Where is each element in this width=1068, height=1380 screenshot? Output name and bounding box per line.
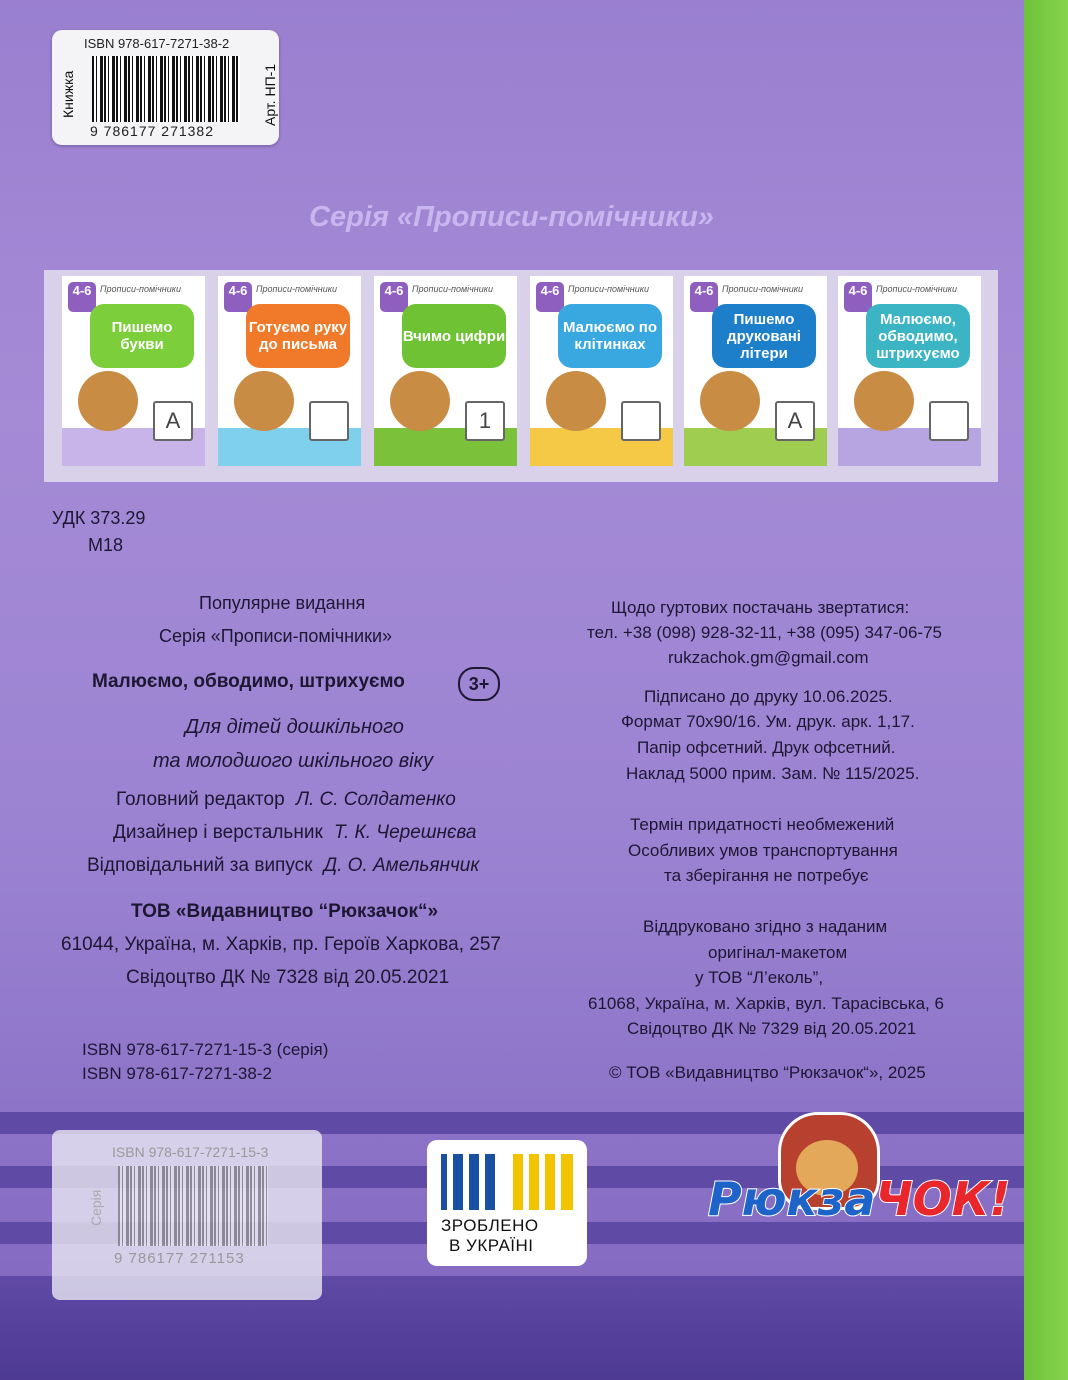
series-isbn-text: ISBN 978-617-7271-15-3 — [112, 1144, 269, 1160]
editor-label: Головний редактор — [116, 789, 285, 810]
barcode — [92, 56, 240, 122]
logo-part-1: Рюкза — [708, 1172, 876, 1226]
series-cover — [684, 276, 827, 466]
popular-edition: Популярне видання — [199, 593, 366, 613]
cover-board — [309, 401, 349, 441]
made-in-ukraine-badge — [427, 1140, 587, 1266]
sticker-right-label: Арт. НП-1 — [262, 63, 278, 126]
isbn-sticker — [52, 30, 279, 145]
series-cover — [838, 276, 981, 466]
printed-line-3: у ТОВ “Л’еколь”, — [695, 968, 824, 987]
supply-contact: Щодо гуртових постачань звертатися: — [611, 598, 910, 617]
cover-title: Малюємо по клітинках — [558, 304, 662, 368]
series-sticker-left-label: Серія — [88, 1189, 104, 1226]
cover-title: Вчимо цифри — [402, 304, 506, 368]
responsible-label: Відповідальний за випуск — [87, 855, 313, 876]
logo-part-2: ЧОК! — [875, 1172, 1011, 1226]
series-barcode — [118, 1166, 268, 1246]
bear-icon — [390, 371, 450, 431]
copyright: © ТОВ «Видавництво “Рюкзачок“», 2025 — [609, 1063, 926, 1082]
cover-board: A — [775, 401, 815, 441]
series-cover — [62, 276, 205, 466]
cover-title: Пишемо букви — [90, 304, 194, 368]
series-line: Серія «Прописи-помічники» — [159, 626, 393, 646]
publisher: ТОВ «Видавництво “Рюкзачок“» — [131, 901, 439, 922]
flag-bars-icon — [441, 1154, 573, 1210]
udk: УДК 373.29 — [52, 508, 146, 528]
paper: Папір офсетний. Друк офсетний. — [637, 738, 896, 757]
responsible-name: Д. О. Амельянчик — [323, 855, 480, 876]
series-barcode-digits: 9 786177 271153 — [114, 1250, 245, 1267]
editor-line — [116, 789, 456, 811]
cover-title: Пишемо друковані літери — [712, 304, 816, 368]
cover-header: Прописи-помічники — [256, 284, 337, 294]
transport-line-1: Особливих умов транспортування — [628, 841, 898, 860]
m18-code: М18 — [88, 535, 124, 555]
series-isbn-sticker — [52, 1130, 322, 1300]
cover-board — [621, 401, 661, 441]
series-cover — [218, 276, 361, 466]
publisher-address: 61044, Україна, м. Харків, пр. Героїв Харкова, 257 — [61, 934, 501, 955]
cover-board: A — [153, 401, 193, 441]
printed-line-5: Свідоцтво ДК № 7329 від 20.05.2021 — [627, 1019, 917, 1038]
bear-icon — [78, 371, 138, 431]
responsible-line — [87, 855, 479, 877]
cover-header: Прописи-помічники — [876, 284, 957, 294]
designer-line — [113, 822, 476, 844]
series-cover — [374, 276, 517, 466]
cover-board — [929, 401, 969, 441]
isbn-series: ISBN 978-617-7271-15-3 (серія) — [82, 1040, 329, 1059]
cover-header: Прописи-помічники — [100, 284, 181, 294]
transport-line-2: та зберігання не потребує — [664, 866, 869, 885]
cover-age-badge: 4-6 — [536, 282, 564, 312]
bear-icon — [854, 371, 914, 431]
shelf-life: Термін придатності необмежений — [630, 815, 895, 834]
email: rukzachok.gm@gmail.com — [668, 648, 869, 667]
cover-age-badge: 4-6 — [224, 282, 252, 312]
isbn-text: ISBN 978-617-7271-38-2 — [84, 36, 230, 51]
cover-age-badge: 4-6 — [68, 282, 96, 312]
cover-age-badge: 4-6 — [690, 282, 718, 312]
printed-line-4: 61068, Україна, м. Харків, вул. Тарасівська, 6 — [588, 994, 944, 1013]
cover-title: Малюємо, обводимо, штрихуємо — [866, 304, 970, 368]
signed-date: Підписано до друку 10.06.2025. — [644, 687, 893, 706]
editor-name: Л. С. Солдатенко — [295, 789, 456, 810]
age-badge: 3+ — [458, 667, 500, 701]
book-title: Малюємо, обводимо, штрихуємо — [92, 671, 405, 692]
book-spine-edge — [1024, 0, 1068, 1380]
made-in-line-1: ЗРОБЛЕНО — [441, 1216, 539, 1235]
series-cover — [530, 276, 673, 466]
isbn-book: ISBN 978-617-7271-38-2 — [82, 1064, 272, 1083]
audience-line-1: Для дітей дошкільного — [185, 716, 404, 738]
made-in-line-2: В УКРАЇНІ — [449, 1236, 534, 1255]
rukzachok-logo — [708, 1110, 1011, 1260]
bear-icon — [700, 371, 760, 431]
audience-line-2: та молодшого шкільного віку — [153, 750, 434, 772]
printed-line-2: оригінал-макетом — [708, 943, 848, 962]
cover-title: Готуємо руку до письма — [246, 304, 350, 368]
designer-label: Дизайнер і верстальник — [113, 822, 323, 843]
logo-wordmark — [708, 1172, 1010, 1226]
printed-line-1: Віддруковано згідно з наданим — [643, 917, 888, 936]
publisher-certificate: Свідоцтво ДК № 7328 від 20.05.2021 — [126, 967, 450, 988]
format: Формат 70х90/16. Ум. друк. арк. 1,17. — [621, 712, 915, 731]
cover-age-badge: 4-6 — [844, 282, 872, 312]
cover-age-badge: 4-6 — [380, 282, 408, 312]
bear-icon — [546, 371, 606, 431]
bear-icon — [234, 371, 294, 431]
series-heading: Серія «Прописи-помічники» — [309, 201, 714, 233]
phones: тел. +38 (098) 928-32-11, +38 (095) 347-06-75 — [587, 623, 942, 642]
cover-header: Прописи-помічники — [412, 284, 493, 294]
cover-header: Прописи-помічники — [722, 284, 803, 294]
print-run: Наклад 5000 прим. Зам. № 115/2025. — [626, 764, 920, 783]
designer-name: Т. К. Черешнєва — [334, 822, 477, 843]
barcode-digits: 9 786177 271382 — [90, 123, 214, 139]
sticker-left-label: Книжка — [60, 70, 76, 118]
cover-header: Прописи-помічники — [568, 284, 649, 294]
cover-board: 1 — [465, 401, 505, 441]
